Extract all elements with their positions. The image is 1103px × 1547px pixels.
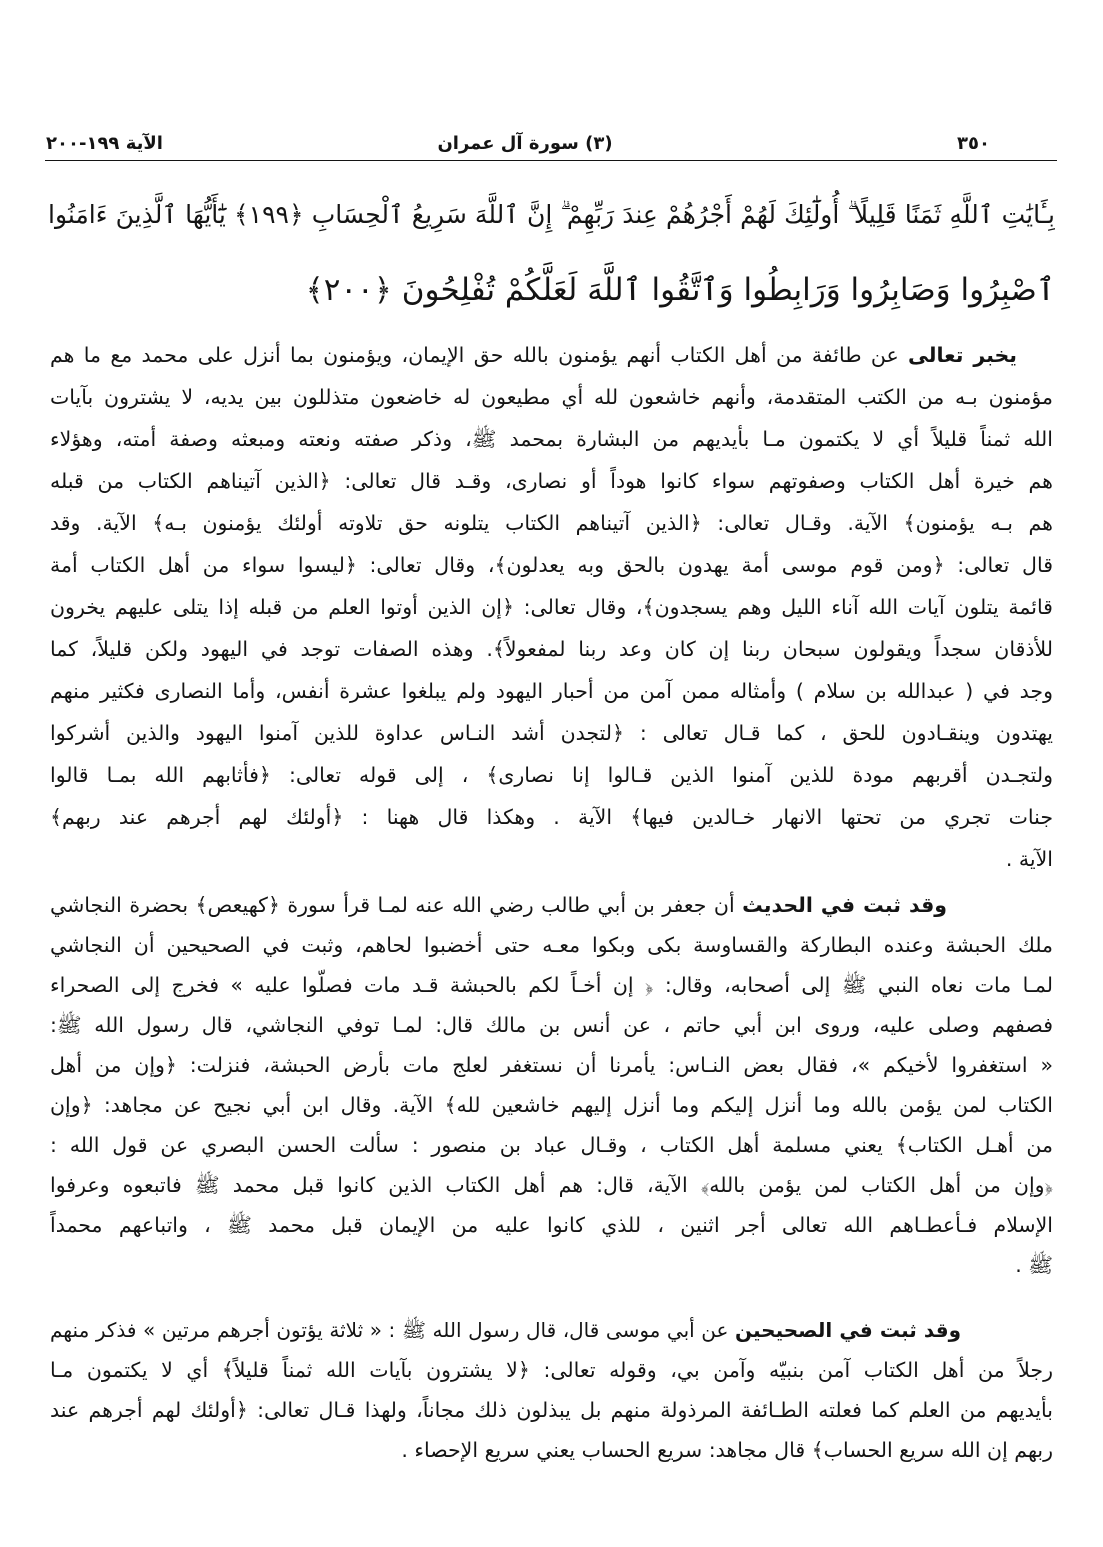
text-line: الآية . bbox=[1005, 847, 1053, 871]
line-text: عن أبي موسى قال، قال رسول الله ﷺ : « ثلاثة يؤتون أجرهم مرتين » فذكر منهم bbox=[50, 1318, 729, 1342]
text-line: فصفهم وصلى عليه، وروى ابن أبي حاتم ، عن أنس بن مالك قال: لمـا توفي النجاشي، قال رسول الله ﷺ: bbox=[50, 1013, 1053, 1037]
text-line bbox=[50, 334, 1053, 376]
text-line: ﴿وإن من أهل الكتاب لمن يؤمن بالله﴾ الآية، قال: هم أهل الكتاب الذين كانوا قبل محمد ﷺ فاتبعوه وعرفوا bbox=[50, 1173, 1053, 1197]
quran-verse-line: بِـَٔايَٰتِ ٱللَّهِ ثَمَنًا قَلِيلًا ۗ أُولَٰٓئِكَ لَهُمْ أَجْرُهُمْ عِندَ رَبِّهِمْ ۗ إِنَّ ٱللَّهَ سَرِيعُ ٱلْحِسَابِ ﴿١٩٩﴾ يَٰٓأَيُّهَا ٱلَّذِينَ ءَامَنُوا bbox=[48, 200, 1055, 229]
text-line: قال تعالى: ﴿ومن قوم موسى أمة يهدون بالحق وبه يعدلون﴾، وقال تعالى: ﴿ليسوا سواء من أهل الكتاب أمة bbox=[50, 553, 1053, 577]
text-line bbox=[50, 1310, 1053, 1350]
text-line: ﷺ . bbox=[1015, 1253, 1053, 1277]
text-line: ولتجـدن أقربهم مودة للذين آمنوا الذين قـالوا إنا نصارى﴾ ، إلى قوله تعالى: ﴿فأثابهم الله بمـا قالوا bbox=[50, 763, 1053, 787]
text-line: جنات تجري من تحتها الانهار خـالدين فيها﴾ الآية . وهكذا قال ههنا : ﴿أولئك لهم أجرهم عند ربهم﴾ bbox=[50, 805, 1053, 829]
commentary-paragraph bbox=[50, 1310, 1053, 1470]
line-text: عن طائفة من أهل الكتاب أنهم يؤمنون بالله حق الإيمان، ويؤمنون بما أنزل على محمد مع ما هم bbox=[50, 343, 899, 367]
text-line: للأذقان سجداً ويقولون سبحان ربنا إن كان وعد ربنا لمفعولاً﴾. وهذه الصفات توجد في اليهود ولكن قليلاً، كما bbox=[50, 637, 1053, 661]
surah-title: (٣) سورة آل عمران bbox=[437, 133, 613, 154]
text-line: لمـا مات نعاه النبي ﷺ إلى أصحابه، وقال: ﴿ إن أخـاً لكم بالحبشة قـد مات فصلّوا عليه » فخرج إلى الصحراء bbox=[50, 973, 1053, 997]
verse-range: الآية ١٩٩-٢٠٠ bbox=[46, 133, 163, 154]
text-line: الإسلام فـأعطـاهم الله تعالى أجر اثنين ، للذي كانوا عليه من الإيمان قبل محمد ﷺ ، واتباعهم محمداً bbox=[50, 1213, 1053, 1237]
paragraph-lead: وقد ثبت في الصحيحين bbox=[735, 1318, 962, 1342]
line-text: أن جعفر بن أبي طالب رضي الله عنه لمـا قرأ سورة ﴿كهيعص﴾ بحضرة النجاشي bbox=[50, 893, 735, 917]
text-line: بأيديهم من العلم كما فعلته الطـائفة المرذولة منهم بل يبذلون ذلك مجاناً، ولهذا قـال تعالى: ﴿أولئك لهم أجرهم عند bbox=[50, 1398, 1053, 1422]
text-line: وجد في ( عبدالله بن سلام ) وأمثاله ممن آمن من أحبار اليهود ولم يبلغوا عشرة أنفس، وأما النصارى فكثير منهم bbox=[50, 679, 1053, 703]
page-number: ٣٥٠ bbox=[957, 133, 990, 154]
commentary-paragraph bbox=[50, 334, 1053, 880]
paragraph-lead: يخبر تعالى bbox=[908, 343, 1017, 367]
paragraph-lead: وقد ثبت في الحديث bbox=[742, 893, 947, 917]
text-line: الكتاب لمن يؤمن بالله وما أنزل إليكم وما أنزل إليهم خاشعين لله﴾ الآية. وقال ابن أبي نجيح عن مجاهد: ﴿وإن bbox=[50, 1093, 1053, 1117]
text-line: مؤمنون بـه من الكتب المتقدمة، وأنهم خاشعون لله أي مطيعون له خاضعون متذللون بين يديه، لا يشترون بآيات bbox=[50, 385, 1053, 409]
text-line: هم بـه يؤمنون﴾ الآية. وقـال تعالى: ﴿الذين آتيناهم الكتاب يتلونه حق تلاوته أولئك يؤمنون بـه﴾ الآية. وقد bbox=[50, 511, 1053, 535]
text-line bbox=[50, 885, 1053, 925]
quran-verse-line: ٱصْبِرُوا وَصَابِرُوا وَرَابِطُوا وَٱتَّقُوا ٱللَّهَ لَعَلَّكُمْ تُفْلِحُونَ ﴿٢٠٠﴾ bbox=[305, 272, 1055, 308]
commentary-paragraph bbox=[50, 885, 1053, 1285]
text-line: يهتدون وينقـادون للحق ، كما قـال تعالى : ﴿لتجدن أشد النـاس عداوة للذين آمنوا اليهود والذين أشركوا bbox=[50, 721, 1053, 745]
text-line: رجلاً من أهل الكتاب آمن بنبيّه وآمن بي، وقوله تعالى: ﴿لا يشترون بآيات الله ثمناً قليلاً﴾ أي لا يكتمون مـا bbox=[50, 1358, 1053, 1382]
text-line: قائمة يتلون آيات الله آناء الليل وهم يسجدون﴾، وقال تعالى: ﴿إن الذين أوتوا العلم من قبله إذا يتلى عليهم يخرون bbox=[50, 595, 1053, 619]
text-line: ملك الحبشة وعنده البطاركة والقساوسة بكى وبكوا معـه حتى أخضبوا لحاهم، وثبت في الصحيحين أن النجاشي bbox=[50, 933, 1053, 957]
text-line: هم خيرة أهل الكتاب وصفوتهم سواء كانوا هوداً أو نصارى، وقـد قال تعالى: ﴿الذين آتيناهم الكتاب من قبله bbox=[50, 469, 1053, 493]
text-line: الله ثمناً قليلاً أي لا يكتمون مـا بأيديهم من البشارة بمحمد ﷺ، وذكر صفته ونعته ومبعثه وصفة أمته، وهؤلاء bbox=[50, 427, 1053, 451]
header-rule bbox=[45, 160, 1057, 161]
text-line: من أهـل الكتاب﴾ يعني مسلمة أهل الكتاب ، وقـال عباد بن منصور : سألت الحسن البصري عن قول الله : bbox=[50, 1133, 1053, 1157]
text-line: ربهم إن الله سريع الحساب﴾ قال مجاهد: سريع الحساب يعني سريع الإحصاء . bbox=[401, 1438, 1053, 1462]
text-line: « استغفروا لأخيكم »، فقال بعض النـاس: يأمرنا أن نستغفر لعلج مات بأرض الحبشة، فنزلت: ﴿وإن من أهل bbox=[50, 1053, 1053, 1077]
